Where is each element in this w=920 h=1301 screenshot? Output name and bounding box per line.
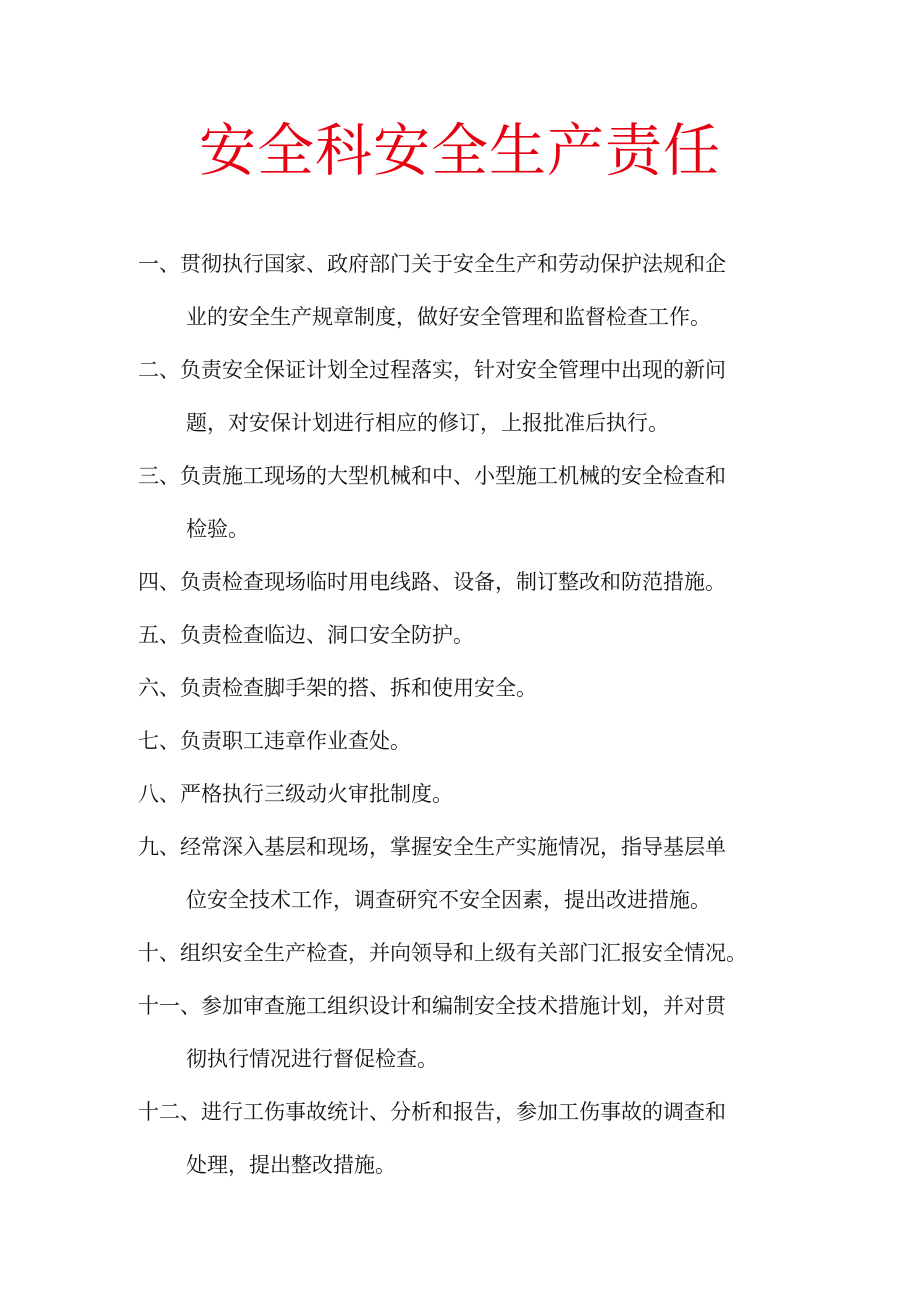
item-3-line-2: 检验。	[186, 517, 249, 541]
item-2-line-1: 二、负责安全保证计划全过程落实，针对安全管理中出现的新问	[138, 358, 726, 382]
document-title: 安全科安全生产责任	[199, 118, 721, 184]
item-1-line-1: 一、贯彻执行国家、政府部门关于安全生产和劳动保护法规和企	[138, 252, 726, 276]
item-11-line-2: 彻执行情况进行督促检查。	[186, 1047, 438, 1071]
item-1-line-2: 业的安全生产规章制度，做好安全管理和监督检查工作。	[186, 305, 711, 329]
item-10-line-1: 十、组织安全生产检查，并向领导和上级有关部门汇报安全情况。	[138, 941, 747, 965]
item-4-line-1: 四、负责检查现场临时用电线路、设备，制订整改和防范措施。	[138, 570, 726, 594]
item-6-line-1: 六、负责检查脚手架的搭、拆和使用安全。	[138, 676, 537, 700]
item-12-line-1: 十二、进行工伤事故统计、分析和报告，参加工伤事故的调查和	[138, 1100, 726, 1124]
item-8-line-1: 八、严格执行三级动火审批制度。	[138, 782, 453, 806]
item-11-line-1: 十一、参加审查施工组织设计和编制安全技术措施计划，并对贯	[138, 994, 726, 1018]
item-2-line-2: 题，对安保计划进行相应的修订，上报批准后执行。	[186, 411, 669, 435]
item-9-line-2: 位安全技术工作，调查研究不安全因素，提出改进措施。	[186, 888, 711, 912]
item-9-line-1: 九、经常深入基层和现场，掌握安全生产实施情况，指导基层单	[138, 835, 726, 859]
item-12-line-2: 处理，提出整改措施。	[186, 1153, 396, 1177]
item-5-line-1: 五、负责检查临边、洞口安全防护。	[138, 623, 474, 647]
item-7-line-1: 七、负责职工违章作业查处。	[138, 729, 411, 753]
item-3-line-1: 三、负责施工现场的大型机械和中、小型施工机械的安全检查和	[138, 464, 726, 488]
